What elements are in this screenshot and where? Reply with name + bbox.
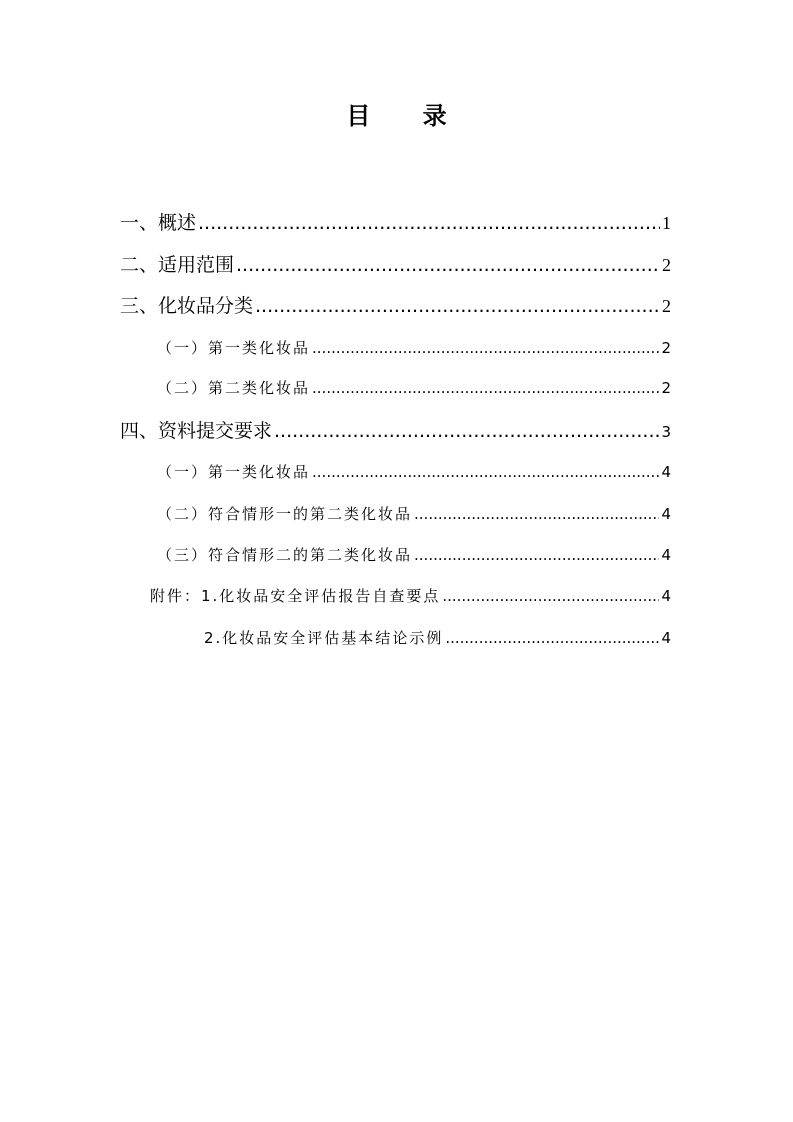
- toc-page-number: 1: [662, 213, 671, 233]
- toc-page-number: 4: [661, 546, 671, 564]
- toc-dot-leader: [312, 337, 659, 359]
- toc-dot-leader: [198, 210, 660, 236]
- toc-entry-label: 二、适用范围: [120, 254, 235, 276]
- toc-page-number: 4: [661, 587, 671, 605]
- toc-entry-label: 三、化妆品分类: [120, 295, 254, 317]
- toc-page-number: 2: [662, 296, 671, 316]
- toc-dot-leader: [445, 627, 659, 649]
- toc-dot-leader: [274, 418, 659, 444]
- toc-entry-submission-class-one[interactable]: [157, 461, 671, 483]
- toc-dot-leader: [312, 377, 659, 399]
- toc-page-number: 4: [661, 629, 671, 647]
- toc-dot-leader: [414, 544, 659, 566]
- toc-entry-class-two[interactable]: [157, 377, 671, 399]
- toc-entry-submission-case-one[interactable]: [157, 503, 671, 525]
- toc-entry-appendix-one[interactable]: [150, 585, 671, 607]
- toc-page-number: 3: [661, 423, 671, 441]
- toc-page-number: 2: [661, 379, 671, 397]
- toc-entry-label: 2.化妆品安全评估基本结论示例: [204, 629, 444, 647]
- toc-entry-class-one[interactable]: [157, 337, 671, 359]
- toc-entry-submission-requirements[interactable]: [120, 418, 671, 445]
- toc-dot-leader: [236, 252, 660, 278]
- toc-entry-appendix-two[interactable]: [204, 627, 671, 649]
- toc-entry-label: 附件：1.化妆品安全评估报告自查要点: [150, 587, 441, 605]
- toc-page-number: 4: [661, 463, 671, 481]
- toc-dot-leader: [255, 293, 660, 319]
- toc-entry-scope[interactable]: [120, 252, 671, 278]
- toc-entry-submission-case-two[interactable]: [157, 544, 671, 566]
- toc-entry-label: （一）第一类化妆品: [157, 463, 311, 481]
- toc-entry-label: （二）符合情形一的第二类化妆品: [157, 505, 413, 523]
- toc-dot-leader: [312, 461, 659, 483]
- toc-page-number: 2: [662, 255, 671, 275]
- toc-dot-leader: [414, 503, 659, 525]
- toc-entry-classification[interactable]: [120, 293, 671, 319]
- toc-page-number: 2: [661, 339, 671, 357]
- toc-entry-label: （三）符合情形二的第二类化妆品: [157, 546, 413, 564]
- page-title: 目 录: [346, 102, 469, 130]
- toc-entry-label: 四、资料提交要求: [120, 420, 273, 442]
- toc-page-number: 4: [661, 505, 671, 523]
- toc-entry-label: （二）第二类化妆品: [157, 379, 311, 397]
- toc-entry-label: （一）第一类化妆品: [157, 339, 311, 357]
- toc-entry-label: 一、概述: [120, 212, 197, 234]
- toc-entry-overview[interactable]: [120, 210, 671, 236]
- toc-dot-leader: [442, 585, 659, 607]
